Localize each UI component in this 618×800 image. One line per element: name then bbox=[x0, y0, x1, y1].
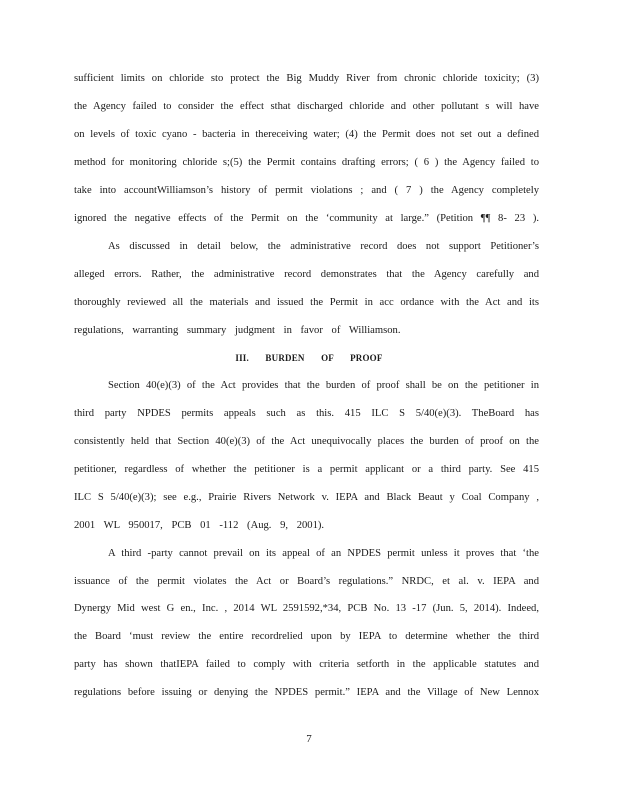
body-line: on levels of toxic cyano - bacteria in thereceiving water; (4) the Permit does not set out a defined bbox=[74, 129, 539, 140]
body-line: alleged errors. Rather, the administrative record demonstrates that the Agency carefully and bbox=[74, 269, 539, 280]
body-line: A third -party cannot prevail on its appeal of an NPDES permit unless it proves that ‘the bbox=[108, 548, 539, 559]
body-line: the Agency failed to consider the effect sthat discharged chloride and other pollutant s will have bbox=[74, 101, 539, 112]
body-line: the Board ‘must review the entire recordrelied upon by IEPA to determine whether the third bbox=[74, 631, 539, 642]
body-line: take into accountWilliamson’s history of permit violations ; and ( 7 ) the Agency completely bbox=[74, 185, 539, 196]
body-line: sufficient limits on chloride sto protect the Big Muddy River from chronic chloride toxicity; (3) bbox=[74, 73, 539, 84]
body-line: party has shown thatIEPA failed to comply with criteria setforth in the applicable statutes and bbox=[74, 659, 539, 670]
body-line: regulations, warranting summary judgment in favor of Williamson. bbox=[74, 325, 401, 336]
body-line: consistently held that Section 40(e)(3) of the Act unequivocally places the burden of proof on the bbox=[74, 436, 539, 447]
body-line: issuance of the permit violates the Act or Board’s regulations.” NRDC, et al. v. IEPA and bbox=[74, 576, 539, 587]
section-heading: III. BURDEN OF PROOF bbox=[235, 353, 383, 363]
page-number: 7 bbox=[306, 733, 312, 745]
body-line: regulations before issuing or denying the NPDES permit.” IEPA and the Village of New Lennox bbox=[74, 687, 539, 698]
body-line: ignored the negative effects of the Permit on the ‘community at large.” (Petition ¶¶ 8- 23 ). bbox=[74, 213, 539, 224]
body-line: thoroughly reviewed all the materials and issued the Permit in acc ordance with the Act and its bbox=[74, 297, 539, 308]
body-line: As discussed in detail below, the administrative record does not support Petitioner’s bbox=[108, 241, 539, 252]
body-line: method for monitoring chloride s;(5) the Permit contains drafting errors; ( 6 ) the Agency failed to bbox=[74, 157, 539, 168]
body-line: Section 40(e)(3) of the Act provides that the burden of proof shall be on the petitioner in bbox=[108, 380, 539, 391]
body-line: third party NPDES permits appeals such as this. 415 ILC S 5/40(e)(3). TheBoard has bbox=[74, 408, 539, 419]
body-line: Dynergy Mid west G en., Inc. , 2014 WL 2591592,*34, PCB No. 13 -17 (Jun. 5, 2014). Indeed, bbox=[74, 603, 539, 614]
body-line: ILC S 5/40(e)(3); see e.g., Prairie Rivers Network v. IEPA and Black Beaut y Coal Company , bbox=[74, 492, 539, 503]
body-line: 2001 WL 950017, PCB 01 -112 (Aug. 9, 2001). bbox=[74, 520, 325, 531]
body-line: petitioner, regardless of whether the petitioner is a permit applicant or a third party. See 415 bbox=[74, 464, 539, 475]
